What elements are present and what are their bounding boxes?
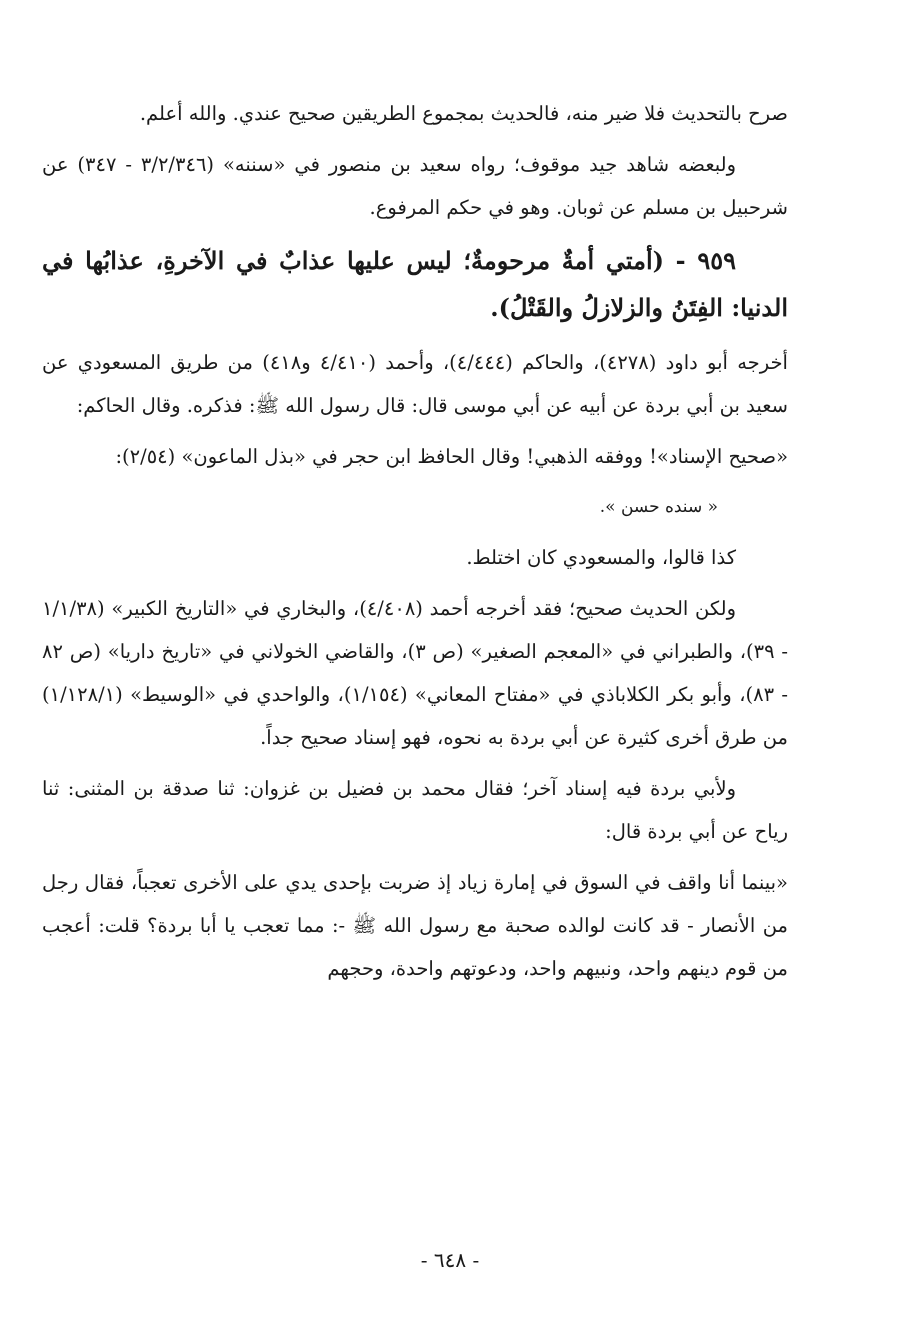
paragraph-witness: ولبعضه شاهد جيد موقوف؛ رواه سعيد بن منصور في «سننه» (٣/٢/٣٤٦ - ٣٤٧) عن شرحبيل بن مسلم عن ثوبان. وهو في حكم المرفوع.: [42, 153, 788, 219]
hadith-heading-959: ٩٥٩ - (أمتي أمةٌ مرحومةٌ؛ ليس عليها عذابٌ في الآخرةِ، عذابُها في الدنيا: الفِتَنُ والزلازلُ والقَتْلُ).: [42, 246, 788, 322]
paragraph-hakim-quote: «صحيح الإسناد»! ووفقه الذهبي! وقال الحافظ ابن حجر في «بذل الماعون» (٢/٥٤):: [115, 445, 788, 468]
quote-sanad-hasan: « سنده حسن ».: [599, 497, 718, 517]
paragraph-narration: «بينما أنا واقف في السوق في إمارة زياد إذ ضربت بإحدى يدي على الأخرى تعجباً، فقال رجل من الأنصار - قد كانت لوالده صحبة مع رسول الله ﷺ -: مما تعجب يا أبا بردة؟ قلت: أعجب من قوم دينهم واحد، ونبيهم واحد، ودعوتهم واحدة، وحجهم: [42, 871, 788, 980]
paragraph-takhrij: أخرجه أبو داود (٤٢٧٨)، والحاكم (٤/٤٤٤)، وأحمد (٤/٤١٠ و٤١٨) من طريق المسعودي عن سعيد بن أبي بردة عن أبيه عن أبي موسى قال: قال رسول الله ﷺ: فذكره. وقال الحاكم:: [42, 351, 788, 417]
paragraph-sahih-routes: ولكن الحديث صحيح؛ فقد أخرجه أحمد (٤/٤٠٨)، والبخاري في «التاريخ الكبير» (١/١/٣٨ - ٣٩)، والطبراني في «المعجم الصغير» (ص ٣)، والقاضي الخولاني في «تاريخ داريا» (ص ٨٢ - ٨٣)، وأبو بكر الكلاباذي في «مفتاح المعاني» (١/١٥٤)، والواحدي في «الوسيط» (١/١٢٨/١) من طرق أخرى كثيرة عن أبي بردة به نحوه، فهو إسناد صحيح جداً.: [42, 597, 788, 749]
page-body: [42, 92, 788, 998]
paragraph-another-isnad: ولأبي بردة فيه إسناد آخر؛ فقال محمد بن فضيل بن غزوان: ثنا صدقة بن المثنى: ثنا رياح عن أبي بردة قال:: [42, 777, 788, 843]
paragraph-masudi-note: كذا قالوا، والمسعودي كان اختلط.: [466, 546, 736, 569]
paragraph-continuation: صرح بالتحديث فلا ضير منه، فالحديث بمجموع الطريقين صحيح عندي. والله أعلم.: [139, 102, 788, 125]
page-number: - ٦٤٨ -: [420, 1248, 480, 1272]
